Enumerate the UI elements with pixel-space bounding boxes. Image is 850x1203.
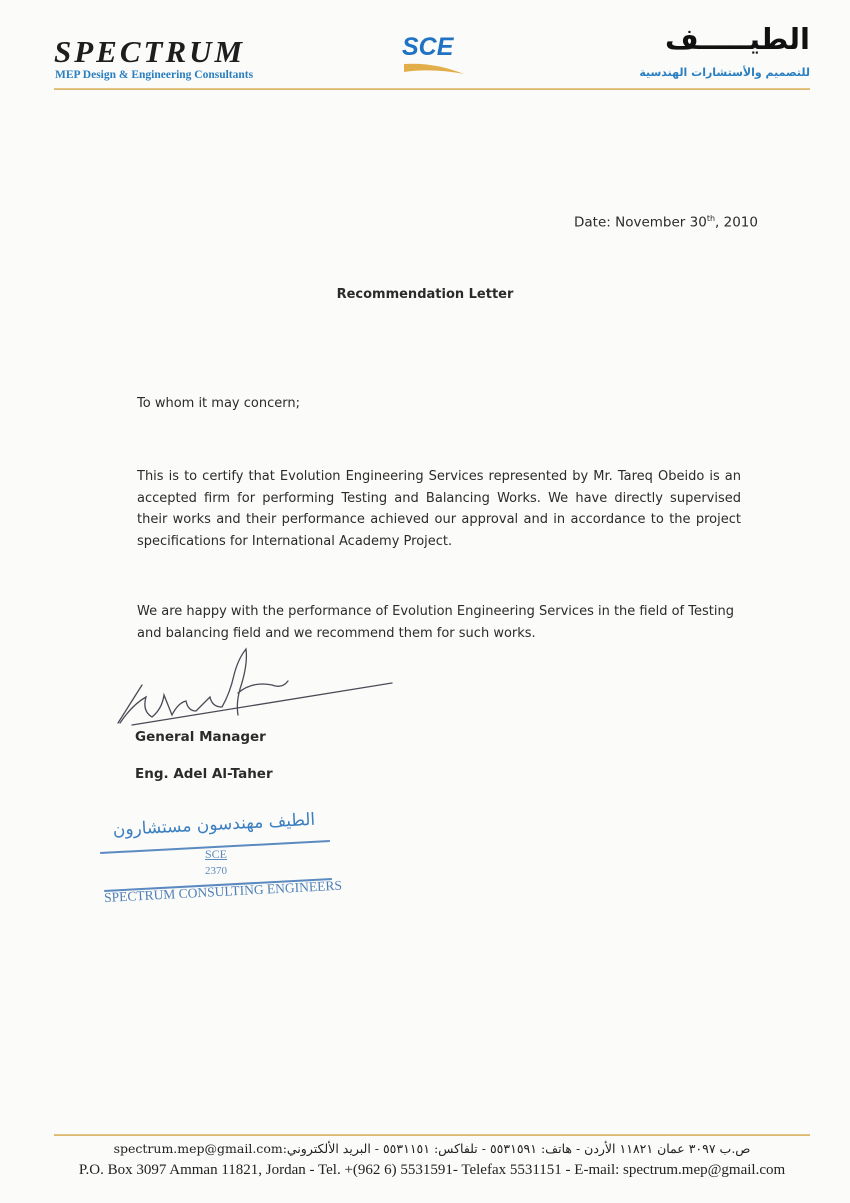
brand-logo-title: SPECTRUM [54,34,246,69]
footer-arabic-address: ص.ب ٣٠٩٧ عمان ١١٨٢١ الأردن - هاتف: ٥٥٣١٥٩١ - تلفاكس: ٥٥٣١١٥١ - البريد الألكتروني:spectrum.mep@gmail.com [113,1141,751,1156]
header-divider [54,88,810,90]
stamp-arabic-text: الطيف مهندسون مستشارون [112,809,316,841]
footer-divider [54,1134,810,1136]
date-ordinal: th [706,214,716,223]
stamp-english-text: SPECTRUM CONSULTING ENGINEERS [103,877,343,906]
stamp-logo: SCE [204,847,227,861]
sce-logo [400,33,470,77]
footer-english-address: P.O. Box 3097 Amman 11821, Jordan - Tel. +(962 6) 5531591- Telefax 5531151 - E-mail: spectrum.mep@gmail.com [78,1162,786,1178]
body-paragraph-1: This is to certify that Evolution Engineering Services represented by Mr. Tareq Obeido is an accepted firm for performing Testing and Balancing Works. We have directly supervised their works and their performance achieved our approval and in accordance to the project specifications for International Academy Project. [137,469,741,549]
swoosh-icon [404,62,466,76]
arabic-logo-tagline: للتصميم والأستشارات الهندسية [639,66,810,79]
signer-title: General Manager [135,729,266,745]
sce-logo-text: SCE [402,33,454,61]
body-paragraph-2: We are happy with the performance of Evolution Engineering Services in the field of Testing and balancing field and we recommend them for such works. [137,604,734,641]
date-text: Date: November 30 [574,214,707,231]
signer-name: Eng. Adel Al-Taher [135,766,273,782]
arabic-logo-title: الطيـــــف [664,22,810,56]
letter-title: Recommendation Letter [336,287,514,302]
signature-icon [112,645,402,735]
brand-tagline: MEP Design & Engineering Consultants [55,69,254,81]
letter-date [574,214,758,231]
salutation: To whom it may concern; [137,396,300,411]
stamp-number: 2370 [205,865,227,877]
date-year: , 2010 [715,214,758,231]
